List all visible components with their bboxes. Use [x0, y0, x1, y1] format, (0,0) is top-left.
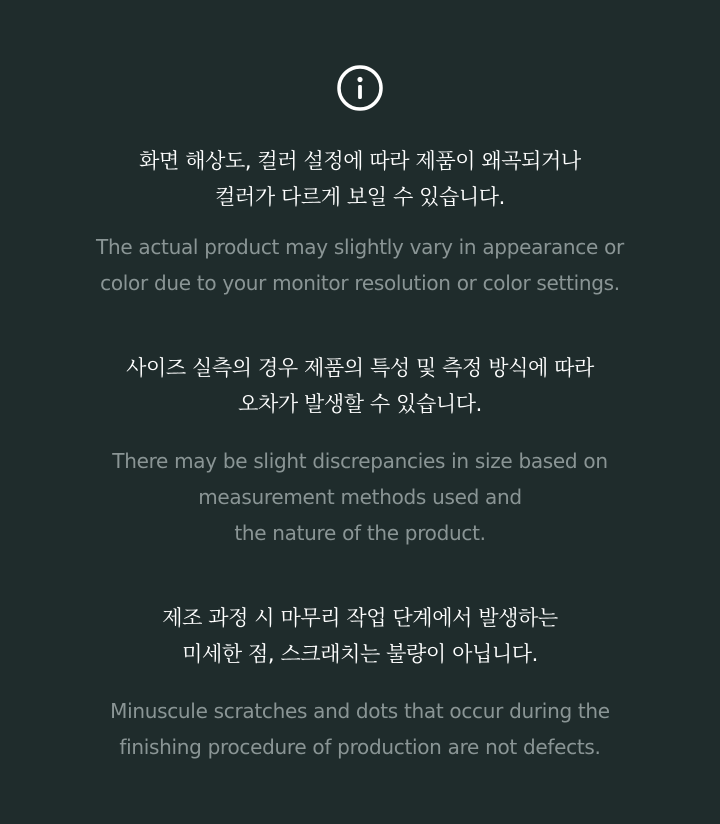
finishing-notice-en-line-2: finishing procedure of production are not defects.	[119, 735, 601, 759]
size-notice-en-line-1: There may be slight discrepancies in size based on	[112, 449, 608, 473]
size-notice-en-line-3: the nature of the product.	[234, 521, 486, 545]
display-notice-en-line-1: The actual product may slightly vary in appearance or	[96, 235, 624, 259]
size-notice-ko-line-2: 오차가 발생할 수 있습니다.	[238, 392, 482, 416]
finishing-notice-ko-line-1: 제조 과정 시 마무리 작업 단계에서 발생하는	[162, 606, 558, 630]
size-notice-en-line-2: measurement methods used and	[198, 485, 522, 509]
finishing-notice-en-line-1: Minuscule scratches and dots that occur during the	[110, 699, 610, 723]
info-icon	[336, 64, 384, 112]
size-notice-ko-line-1: 사이즈 실측의 경우 제품의 특성 및 측정 방식에 따라	[126, 356, 594, 380]
finishing-notice-ko-line-2: 미세한 점, 스크래치는 불량이 아닙니다.	[182, 642, 538, 666]
display-notice-ko-line-2: 컬러가 다르게 보일 수 있습니다.	[215, 185, 505, 209]
display-notice-ko-line-1: 화면 해상도, 컬러 설정에 따라 제품이 왜곡되거나	[139, 149, 581, 173]
display-notice-en-line-2: color due to your monitor resolution or color settings.	[100, 271, 620, 295]
